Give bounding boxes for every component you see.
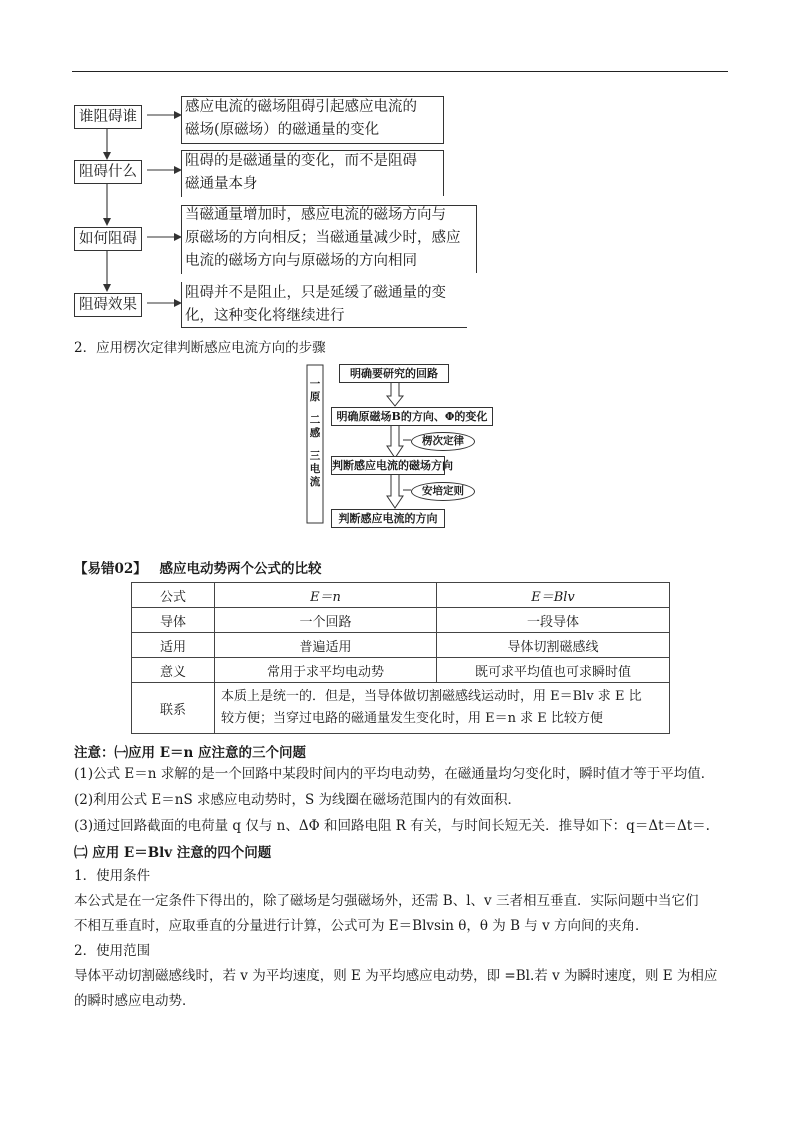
table-header-cell: E＝Blv (437, 583, 670, 608)
use-range-title: 2．使用范围 (74, 943, 151, 959)
notes-heading-2: ㈡ 应用 E＝Blv 注意的四个问题 (74, 845, 272, 861)
table-cell: 导体切割磁感线 (437, 633, 670, 658)
concept-bracket-4 (181, 282, 182, 328)
concept-text-effect-1: 阻碍并不是阻止，只是延缓了磁通量的变 (185, 285, 446, 301)
table-cell: 适用 (132, 633, 215, 658)
concept-text-how-3: 电流的磁场方向与原磁场的方向相同 (185, 253, 417, 269)
notes-heading-1: 注意：㈠应用 E＝n 应注意的三个问题 (74, 745, 307, 761)
flow-step-3: 判断感应电流的磁场方向 (331, 456, 445, 475)
table-cell: 常用于求平均电动势 (215, 658, 437, 683)
concept-label-effect: 阻碍效果 (74, 293, 142, 317)
use-range-line-1: 导体平动切割磁感线时，若 v 为平均速度，则 E 为平均感应电动势，即 =Bl.若 v 为瞬时速度，则 E 为相应 (74, 968, 718, 984)
note-paragraph-2: (2)利用公式 E＝nS 求感应电动势时，S 为线圈在磁场范围内的有效面积． (74, 792, 522, 808)
table-row (132, 608, 670, 633)
table-header-row (132, 583, 670, 608)
formula-comparison-table (131, 582, 670, 734)
flow-step-2: 明确原磁场B的方向、Φ的变化 (331, 407, 493, 426)
table-cell: 一个回路 (215, 608, 437, 633)
table-cell: 既可求平均值也可求瞬时值 (437, 658, 670, 683)
error-02-heading (74, 557, 322, 577)
table-cell: 普遍适用 (215, 633, 437, 658)
concept-text-what-1: 阻碍的是磁通量的变化，而不是阻碍 (185, 153, 417, 169)
table-cell: 一段导体 (437, 608, 670, 633)
table-header-cell: E＝n (215, 583, 437, 608)
note-paragraph-1: (1)公式 E＝n 求解的是一个回路中某段时间内的平均电动势，在磁通量均匀变化时，瞬时值才等于平均值． (74, 766, 715, 782)
flow-side-label: 一 原 二 感 三 电 流 (309, 378, 321, 488)
flow-rule-lenz: 楞次定律 (411, 432, 475, 451)
concept-text-who-2: 磁场(原磁场）的磁通量的变化 (185, 122, 380, 138)
concept-text-how-2: 原磁场的方向相反；当磁通量减少时，感应 (185, 230, 461, 246)
table-row (132, 633, 670, 658)
concept-text-effect-2: 化，这种变化将继续进行 (185, 308, 345, 324)
table-row-relation (132, 683, 670, 734)
flow-step-4: 判断感应电流的方向 (331, 509, 445, 528)
use-condition-line-1: 本公式是在一定条件下得出的，除了磁场是匀强磁场外，还需 B、l、v 三者相互垂直．实际问题中当它们 (74, 893, 699, 909)
concept-label-what: 阻碍什么 (74, 160, 142, 184)
flow-rule-ampere: 安培定则 (411, 482, 475, 501)
use-condition-title: 1．使用条件 (74, 868, 151, 884)
table-cell: 导体 (132, 608, 215, 633)
header-rule (72, 71, 728, 72)
concept-text-what-2: 磁通量本身 (185, 176, 258, 192)
use-range-line-2: 的瞬时感应电动势． (74, 993, 196, 1009)
concept-text-who-1: 感应电流的磁场阻碍引起感应电流的 (185, 99, 417, 115)
concept-text-how-1: 当磁通量增加时，感应电流的磁场方向与 (185, 207, 446, 223)
concept-label-who: 谁阻碍谁 (74, 105, 142, 129)
concept-label-how: 如何阻碍 (74, 227, 142, 251)
flow-step-1: 明确要研究的回路 (339, 364, 449, 383)
error-02-tag: 【易错02】 (74, 561, 147, 577)
section-2-title: 2．应用楞次定律判断感应电流方向的步骤 (74, 340, 326, 356)
table-cell: 意义 (132, 658, 215, 683)
table-header-cell: 公式 (132, 583, 215, 608)
flowchart-arrows (305, 360, 505, 530)
table-cell-relation: 本质上是统一的．但是，当导体做切割磁感线运动时，用 E＝Blv 求 E 比 较方便；当穿过电路的磁通量发生变化时，用 E＝n 求 E 比较方便 (215, 683, 670, 734)
use-condition-line-2: 不相互垂直时，应取垂直的分量进行计算，公式可为 E＝Blvsin θ，θ 为 B 与 v 方向间的夹角． (74, 918, 649, 934)
table-cell: 联系 (132, 683, 215, 734)
error-02-title: 感应电动势两个公式的比较 (159, 561, 322, 577)
note-paragraph-3: (3)通过回路截面的电荷量 q 仅与 n、ΔΦ 和回路电阻 R 有关，与时间长短无关．推导如下：q＝Δt＝Δt＝. (74, 818, 710, 834)
table-row (132, 658, 670, 683)
